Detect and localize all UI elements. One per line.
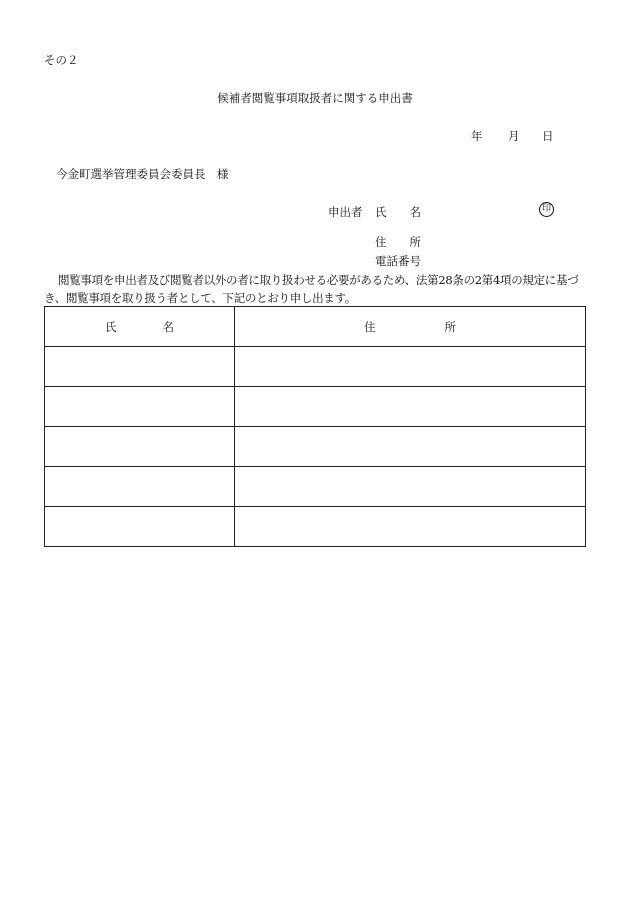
name-cell[interactable] (45, 467, 235, 507)
document-title: 候補者閲覧事項取扱者に関する申出書 (217, 91, 413, 105)
addressee: 今金町選挙管理委員会委員長 様 (56, 167, 229, 181)
applicant-name-label: 氏 名 (375, 205, 421, 219)
applicant-label: 申出者 (328, 205, 363, 219)
table-row (45, 467, 586, 507)
address-cell[interactable] (235, 467, 586, 507)
table-row (45, 387, 586, 427)
name-cell[interactable] (45, 507, 235, 547)
table-header-name: 氏 名 (45, 307, 235, 347)
applicant-address-label: 住 所 (375, 235, 421, 249)
table-header-address: 住 所 (235, 307, 586, 347)
address-cell[interactable] (235, 427, 586, 467)
address-cell[interactable] (235, 387, 586, 427)
applicant-phone-label: 電話番号 (375, 254, 421, 268)
address-cell[interactable] (235, 507, 586, 547)
date-year-label: 年 (471, 129, 483, 143)
table-header-row (45, 307, 586, 347)
name-cell[interactable] (45, 427, 235, 467)
seal-mark: 印 (539, 202, 554, 217)
document-number: その２ (44, 53, 79, 67)
name-cell[interactable] (45, 387, 235, 427)
date-month-label: 月 (508, 129, 520, 143)
table-row (45, 347, 586, 387)
handler-table (44, 306, 586, 547)
address-cell[interactable] (235, 347, 586, 387)
name-cell[interactable] (45, 347, 235, 387)
table-row (45, 427, 586, 467)
body-paragraph: 閲覧事項を申出者及び閲覧者以外の者に取り扱わせる必要があるため、法第28条の2第4項の規定に基づき、閲覧事項を取り扱う者として、下記のとおり申し出ます。 (44, 273, 579, 305)
table-row (45, 507, 586, 547)
date-day-label: 日 (542, 129, 554, 143)
